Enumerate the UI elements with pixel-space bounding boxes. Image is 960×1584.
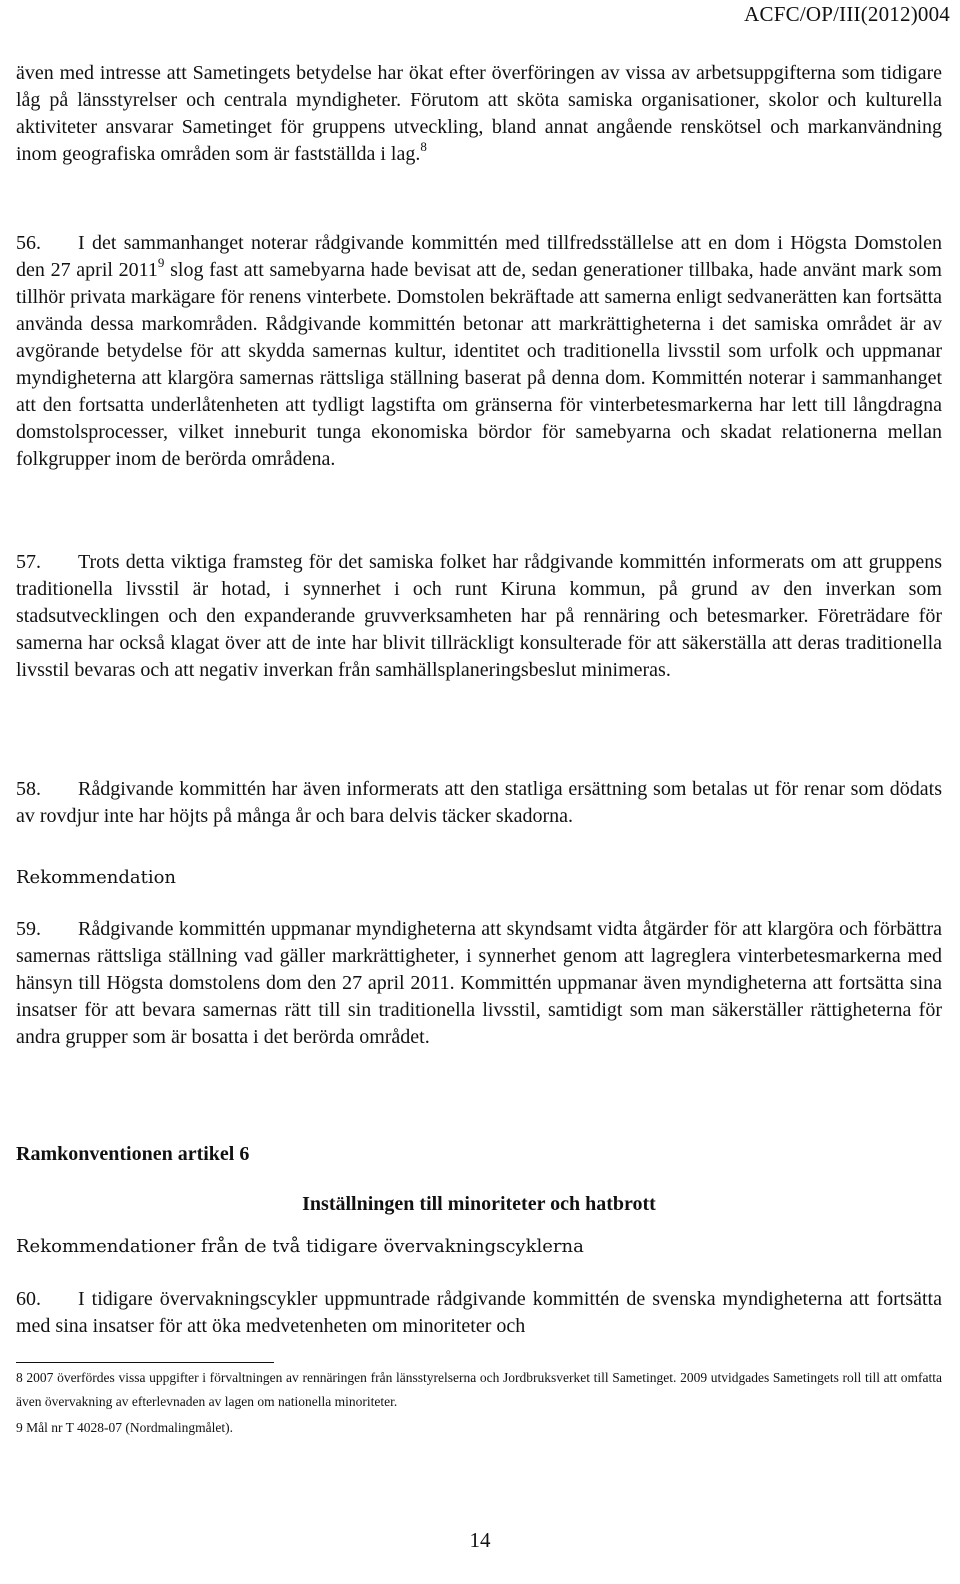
footnote-ref-8[interactable]: 8 xyxy=(420,139,427,154)
previous-recommendations-heading: Rekommendationer från de två tidigare övervakningscyklerna xyxy=(16,1236,584,1257)
paragraph-number: 59. xyxy=(16,918,41,940)
paragraph-56 xyxy=(16,230,942,473)
section-heading: Inställningen till minoriteter och hatbrott xyxy=(302,1193,656,1215)
article-heading: Ramkonventionen artikel 6 xyxy=(16,1143,250,1165)
paragraph-number: 56. xyxy=(16,232,41,254)
paragraph-56-text-a: I det sammanhanget noterar rådgivande kommittén med tillfredsställelse att en dom i Högsta Domstolen den 27 april 2011 xyxy=(16,232,942,281)
footnote-divider xyxy=(16,1362,274,1363)
footnote-8: 8 2007 överfördes vissa uppgifter i förvaltningen av rennäringen från länsstyrelserna och Jordbruksverket till Sametinget. 2009 utvidgades Sametingets roll till att omfatta även övervakning av efterlevnaden av lagen om nationella minoriteter. xyxy=(16,1370,942,1409)
footnote-9: 9 Mål nr T 4028-07 (Nordmalingmålet). xyxy=(16,1420,233,1435)
recommendation-heading: Rekommendation xyxy=(16,867,177,888)
paragraph-57-text: Trots detta viktiga framsteg för det samiska folket har rådgivande kommittén informerats om att gruppens traditionella livsstil är hotad, i synnerhet i och runt Kiruna kommun, på grund av den inverkan som stadsutvecklingen och den expanderande gruvverksamheten har på rennäring och betesmarker. Företrädare för samerna har också klagat över att de inte har blivit tillräckligt konsulterade för att säkerställa att deras traditionella livsstil bevaras och att negativ inverkan från samhällsplaneringsbeslut minimeras. xyxy=(16,551,942,681)
paragraph-intro-text: även med intresse att Sametingets betydelse har ökat efter överföringen av vissa av arbetsuppgifterna som tidigare låg på länsstyrelser och centrala myndigheter. Förutom att sköta samiska organisationer, skolor och kulturella aktiviteter ansvarar Sametinget för gruppens utveckling, bland annat angående renskötsel och markanvändning inom geografiska områden som är fastställda i lag. xyxy=(16,62,942,165)
paragraph-number: 58. xyxy=(16,778,41,800)
footnote-ref-9[interactable]: 9 xyxy=(157,255,165,270)
paragraph-intro xyxy=(16,60,942,168)
paragraph-60-text: I tidigare övervakningscykler uppmuntrade rådgivande kommittén de svenska myndigheterna att fortsätta med sina insatser för att öka medvetenheten om minoriteter och xyxy=(16,1288,942,1337)
paragraph-58 xyxy=(16,776,942,830)
paragraph-59 xyxy=(16,916,942,1051)
paragraph-59-text: Rådgivande kommittén uppmanar myndigheterna att skyndsamt vidta åtgärder för att klargöra och förbättra samernas rättsliga ställning vad gäller markrättigheter, i synnerhet genom att lagreglera vinterbetesmarkerna med hänsyn till Högsta domstolens dom den 27 april 2011. Kommittén uppmanar även myndigheterna att fortsätta sina insatser för att bevara samernas rätt till sin traditionella livsstil, samtidigt som man säkerställer rättigheterna för andra grupper som är bosatta i det berörda området. xyxy=(16,918,942,1048)
paragraph-number: 57. xyxy=(16,551,41,573)
paragraph-60 xyxy=(16,1286,942,1340)
paragraph-56-text-b: slog fast att samebyarna hade bevisat att de, sedan generationer tillbaka, hade använt mark som tillhör privata markägare för renens vinterbete. Domstolen bekräftade att samerna enligt sedvanerätten kan fortsätta använda dessa markområden. Rådgivande kommittén betonar att markrättigheterna i det samiska området är av avgörande betydelse för att skydda samernas kultur, identitet och traditionella livsstil som urfolk och uppmanar myndigheterna att klargöra samernas rättsliga ställning baserat på denna dom. Kommittén noterar i sammanhanget att den fortsatta underlåtenheten att tydligt lagstifta om gränserna för vinterbetesmarkerna har lett till långdragna domstolsprocesser, vilket inneburit tunga ekonomiska bördor för samebyarna och skadat relationerna mellan folkgrupper inom de berörda områdena. xyxy=(16,259,942,470)
paragraph-number: 60. xyxy=(16,1288,41,1310)
paragraph-58-text: Rådgivande kommittén har även informerats att den statliga ersättning som betalas ut för renar som dödats av rovdjur inte har höjts på många år och bara delvis täcker skadorna. xyxy=(16,778,942,827)
page-number: 14 xyxy=(469,1528,491,1552)
paragraph-57 xyxy=(16,549,942,684)
document-reference: ACFC/OP/III(2012)004 xyxy=(744,2,950,26)
